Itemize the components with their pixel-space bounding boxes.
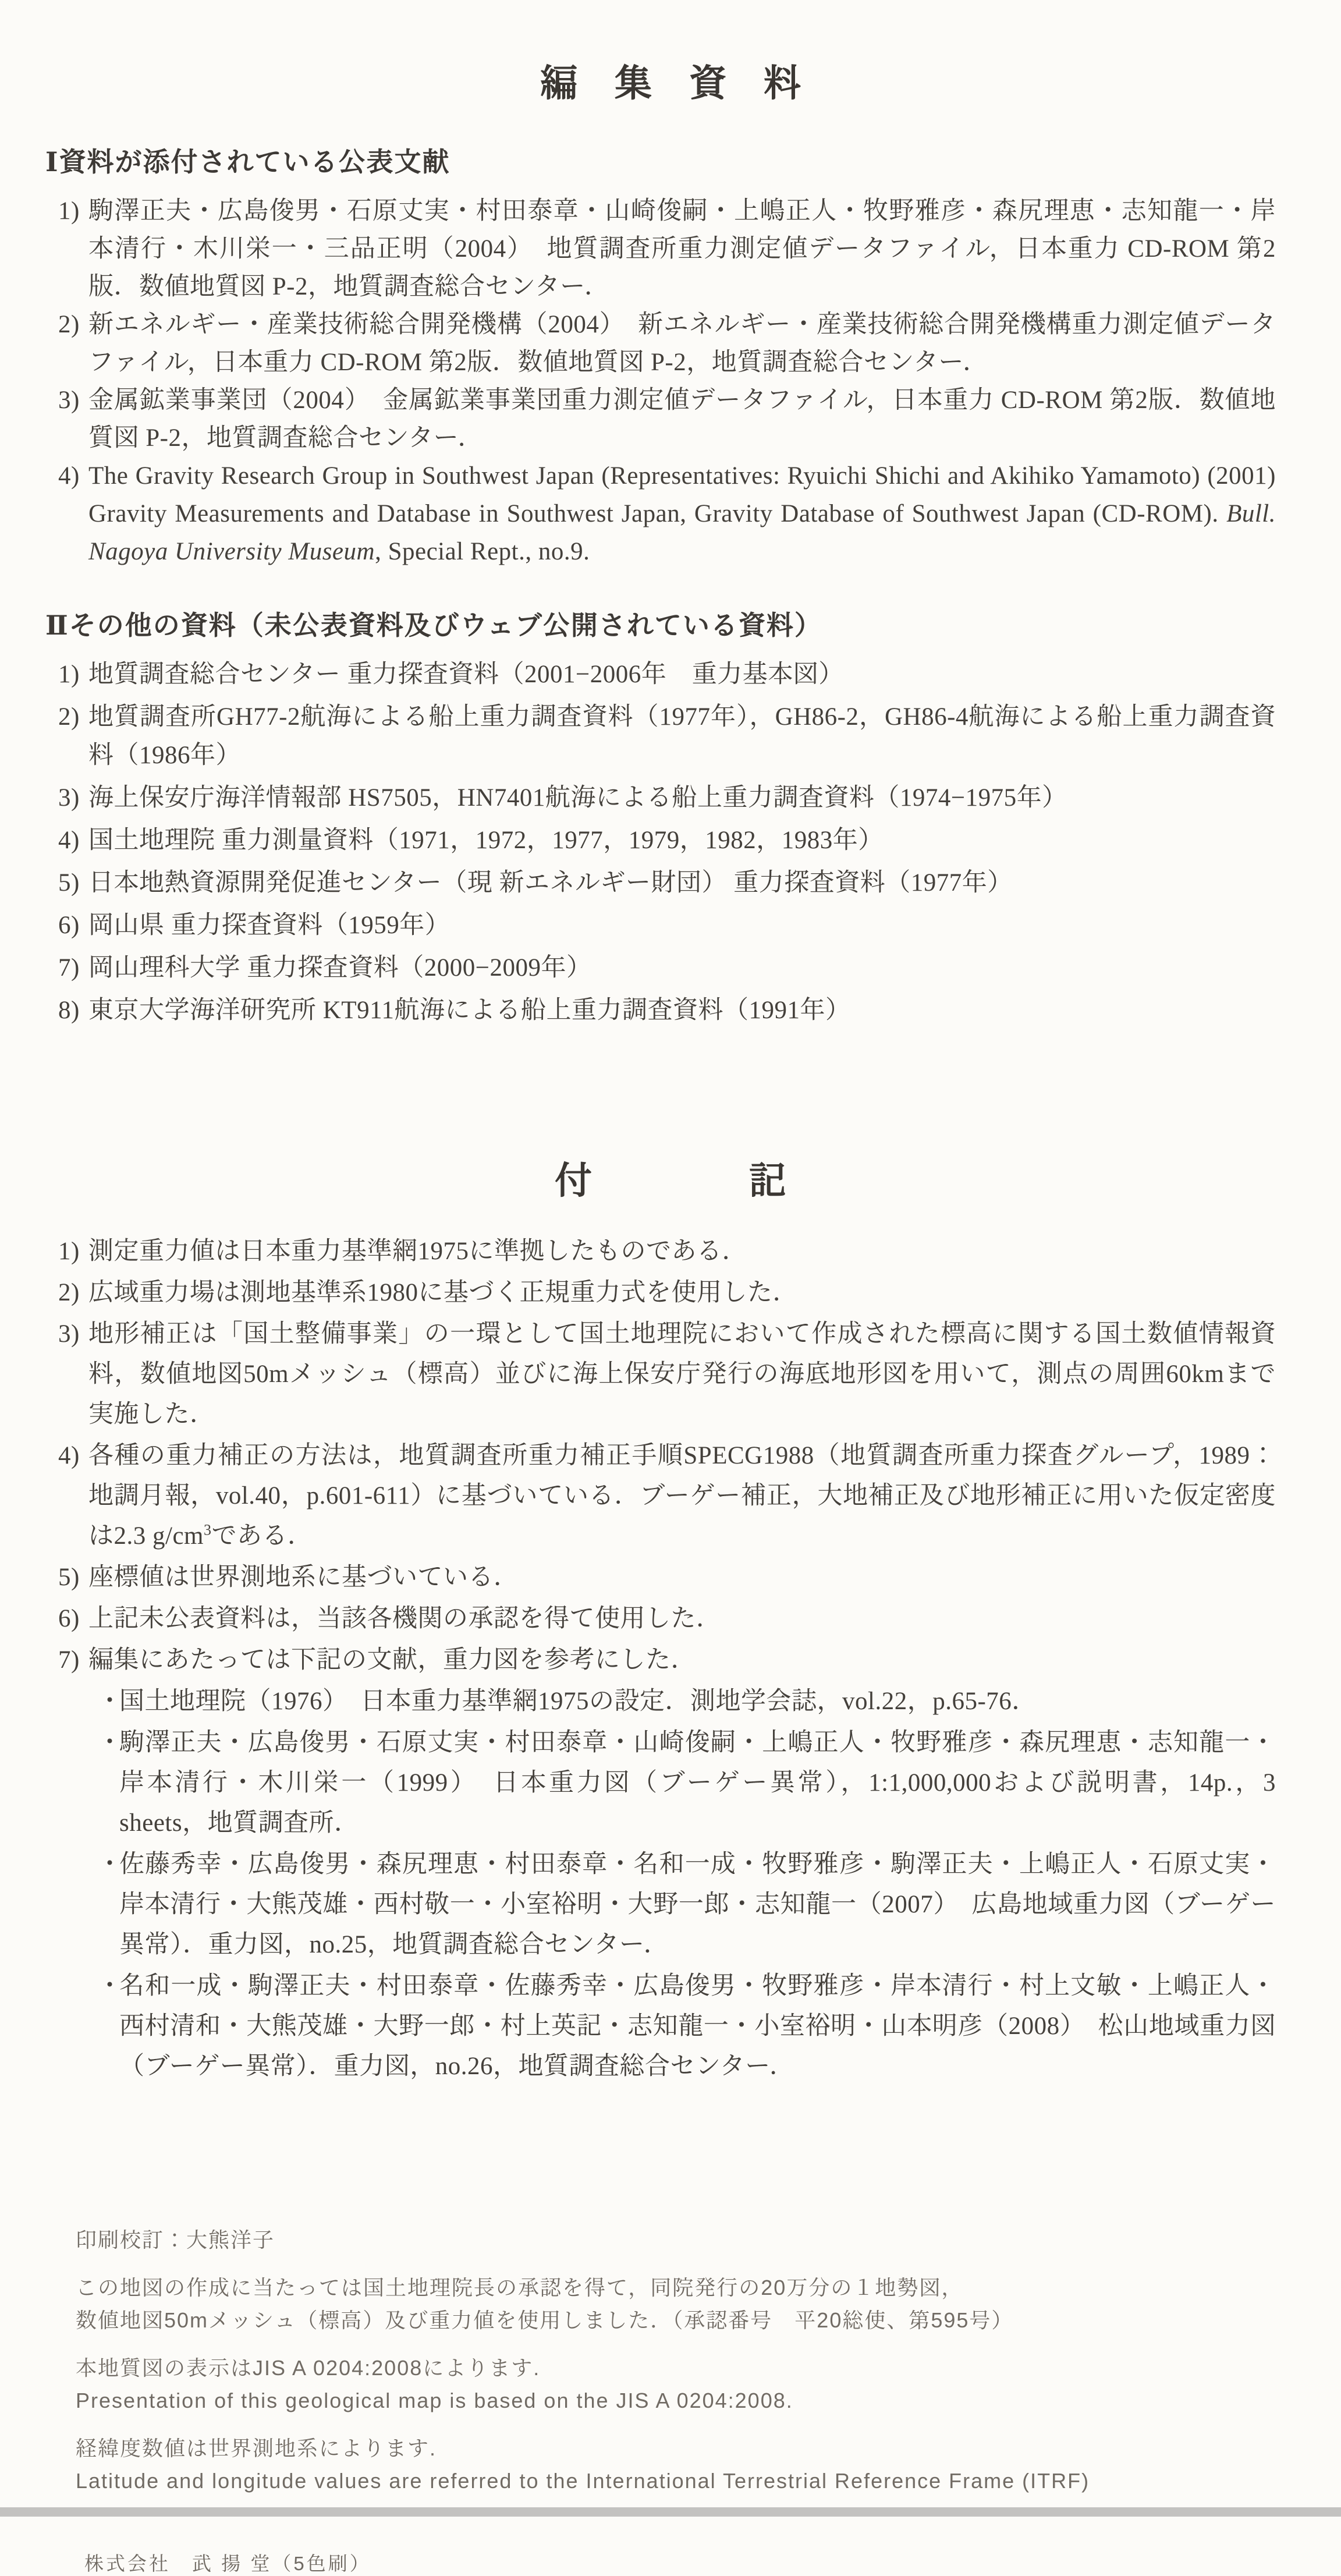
cited-reference bbox=[97, 1723, 1276, 1843]
item-number: 6) bbox=[58, 1605, 80, 1632]
reference-text: 国土地理院（1976） 日本重力基準網1975の設定．測地学会誌，vol.22，p.65-76． bbox=[119, 1688, 1037, 1715]
reference-text: 駒澤正夫・広島俊男・石原丈実・村田泰章・山崎俊嗣・上嶋正人・牧野雅彦・森尻理恵・志知龍一・岸本清行・木川栄一（1999） 日本重力図（ブーゲー異常），1:1,000,000および説明書，14p.，3 sheets，地質調査所． bbox=[119, 1729, 1276, 1837]
appendix-title: 付記 bbox=[555, 1160, 943, 1202]
item-number: 3) bbox=[58, 387, 80, 414]
item-text-part: The Gravity Research Group in Southwest Japan (Representatives: Ryuichi Shichi and Akihiko Yamamoto) (2001) Gravity Measurements and Database in Southwest Japan, Gravity Database of Southwest Japan (CD-ROM). bbox=[88, 462, 1276, 527]
item-text-part: , Special Rept., no.9. bbox=[375, 538, 590, 565]
item-text: 地形補正は「国土整備事業」の一環として国土地理院において作成された標高に関する国土数値情報資料，数値地図50mメッシュ（標高）並びに海上保安庁発行の海底地形図を用いて，測点の周囲60kmまで実施した． bbox=[88, 1320, 1276, 1428]
note-item bbox=[58, 1436, 1276, 1556]
note-item bbox=[58, 1314, 1276, 1434]
cited-reference bbox=[97, 1844, 1276, 1965]
item-text: 国土地理院 重力測量資料（1971，1972，1977，1979，1982，1983年） bbox=[88, 827, 884, 854]
superscript-3: 3 bbox=[203, 1521, 212, 1539]
item-text bbox=[88, 1442, 1276, 1550]
colophon-line-jis-en: Presentation of this geological map is based on the JIS A 0204:2008. bbox=[76, 2389, 793, 2412]
note-item bbox=[58, 1231, 1276, 1271]
item-number: 4) bbox=[58, 827, 80, 854]
material-item bbox=[58, 864, 1276, 902]
item-number: 5) bbox=[58, 1564, 80, 1591]
item-number: 1) bbox=[58, 1238, 80, 1265]
item-text-part: である． bbox=[211, 1522, 313, 1550]
section1-heading: Ⅰ資料が添付されている公表文献 bbox=[45, 147, 450, 177]
item-text-part: 各種の重力補正の方法は，地質調査所重力補正手順SPECG1988（地質調査所重力探査グループ，1989：地調月報，vol.40，p.601-611）に基づいている．ブーゲー補正，大地補正及び地形補正に用いた仮定密度は2.3 g/cm bbox=[88, 1442, 1276, 1550]
reference-item bbox=[58, 192, 1276, 306]
bullet-dot: ・ bbox=[97, 1851, 123, 1878]
item-number: 2) bbox=[58, 703, 80, 731]
item-text: 地質調査所GH77-2航海による船上重力調査資料（1977年），GH86-2，GH86-4航海による船上重力調査資料（1986年） bbox=[88, 703, 1276, 769]
colophon-block bbox=[76, 2224, 1341, 2497]
section2-list bbox=[0, 655, 1341, 1030]
bullet-dot: ・ bbox=[97, 1729, 123, 1756]
material-item bbox=[58, 906, 1276, 945]
item-number: 1) bbox=[58, 661, 80, 688]
material-item bbox=[58, 655, 1276, 694]
page-title: 編集資料 bbox=[540, 63, 838, 104]
section-other-materials bbox=[0, 604, 1341, 1030]
bullet-dot: ・ bbox=[97, 1972, 123, 2000]
item-text: 岡山県 重力探査資料（1959年） bbox=[88, 912, 450, 939]
section-published-documents bbox=[0, 141, 1341, 571]
item-number: 1) bbox=[58, 197, 80, 225]
note-item bbox=[58, 1640, 1276, 1680]
material-item bbox=[58, 821, 1276, 860]
colophon-line-proofreader: 印刷校訂：大熊洋子 bbox=[76, 2228, 275, 2252]
section2-heading: Ⅱその他の資料（未公表資料及びウェブ公開されている資料） bbox=[45, 611, 822, 640]
note-item bbox=[58, 1599, 1276, 1639]
item-text: 編集にあたっては下記の文献，重力図を参考にした． bbox=[88, 1646, 696, 1674]
item-text: 広域重力場は測地基準系1980に基づく正規重力式を使用した． bbox=[88, 1279, 798, 1306]
scan-edge-bar bbox=[0, 2507, 1341, 2517]
note-item bbox=[58, 1557, 1276, 1597]
item-text: 新エネルギー・産業技術総合開発機構（2004） 新エネルギー・産業技術総合開発機構重力測定値データファイル，日本重力 CD-ROM 第2版．数値地質図 P-2，地質調査総合センター． bbox=[88, 311, 1276, 376]
item-text: 金属鉱業事業団（2004） 金属鉱業事業団重力測定値データファイル，日本重力 CD-ROM 第2版．数値地質図 P-2，地質調査総合センター． bbox=[88, 387, 1276, 452]
reference-item bbox=[58, 457, 1276, 571]
item-number: 3) bbox=[58, 784, 80, 812]
reference-text: 名和一成・駒澤正夫・村田泰章・佐藤秀幸・広島俊男・牧野雅彦・岸本清行・村上文敏・上嶋正人・西村清和・大熊茂雄・大野一郎・村上英記・志知龍一・小室裕明・山本明彦（2008） 松山地域重力図（ブーゲー異常）．重力図，no.26，地質調査総合センター． bbox=[119, 1972, 1276, 2080]
item-number: 2) bbox=[58, 311, 80, 338]
journal-title-italic: Bull. Nagoya University Museum bbox=[88, 500, 1276, 565]
item-number: 3) bbox=[58, 1320, 80, 1348]
item-number: 7) bbox=[58, 954, 80, 981]
item-number: 6) bbox=[58, 912, 80, 939]
note-item bbox=[58, 1273, 1276, 1313]
material-item bbox=[58, 779, 1276, 817]
item-number: 4) bbox=[58, 462, 80, 490]
item-text: 海上保安庁海洋情報部 HS7505，HN7401航海による船上重力調査資料（1974−1975年） bbox=[88, 784, 1067, 812]
colophon-line-approval-1: この地図の作成に当たっては国土地理院長の承認を得て，同院発行の20万分の１地勢図， bbox=[76, 2276, 964, 2299]
reference-item bbox=[58, 381, 1276, 457]
appendix-list bbox=[0, 1231, 1341, 2086]
item-text: 日本地熱資源開発促進センター（現 新エネルギー財団） 重力探査資料（1977年） bbox=[88, 869, 1013, 897]
material-item bbox=[58, 991, 1276, 1030]
item-text: 地質調査総合センター 重力探査資料（2001−2006年 重力基本図） bbox=[88, 661, 844, 688]
item-number: 8) bbox=[58, 997, 80, 1024]
item-number: 5) bbox=[58, 869, 80, 897]
colophon-line-datum-ja: 経緯度数値は世界測地系によります. bbox=[76, 2436, 437, 2460]
item-text: 測定重力値は日本重力基準網1975に準拠したものである． bbox=[88, 1238, 747, 1265]
item-number: 2) bbox=[58, 1279, 80, 1306]
item-text: 上記未公表資料は，当該各機関の承認を得て使用した． bbox=[88, 1605, 722, 1632]
reference-item bbox=[58, 306, 1276, 381]
item-text: 駒澤正夫・広島俊男・石原丈実・村田泰章・山崎俊嗣・上嶋正人・牧野雅彦・森尻理恵・志知龍一・岸本清行・木川栄一・三品正明（2004） 地質調査所重力測定値データファイル，日本重力 CD-ROM 第2版．数値地質図 P-2，地質調査総合センター． bbox=[88, 197, 1276, 300]
bullet-dot: ・ bbox=[97, 1688, 123, 1715]
reference-text: 佐藤秀幸・広島俊男・森尻理恵・村田泰章・名和一成・牧野雅彦・駒澤正夫・上嶋正人・石原丈実・岸本清行・大熊茂雄・西村敬一・小室裕明・大野一郎・志知龍一（2007） 広島地域重力図（ブーゲー異常）．重力図，no.25，地質調査総合センター． bbox=[119, 1851, 1276, 1958]
item-text: 座標値は世界測地系に基づいている． bbox=[88, 1564, 519, 1591]
colophon-line-jis-ja: 本地質図の表示はJIS A 0204:2008によります. bbox=[76, 2356, 541, 2380]
item-text: 東京大学海洋研究所 KT911航海による船上重力調査資料（1991年） bbox=[88, 997, 851, 1024]
cited-reference bbox=[97, 1966, 1276, 2086]
colophon-line-datum-en: Latitude and longitude values are referred to the International Terrestrial Reference Frame (ITRF) bbox=[76, 2469, 1090, 2493]
cited-reference bbox=[97, 1681, 1276, 1721]
item-number: 4) bbox=[58, 1442, 80, 1469]
section1-list bbox=[0, 192, 1341, 571]
material-item bbox=[58, 949, 1276, 987]
colophon-line-approval-2: 数値地図50mメッシュ（標高）及び重力値を使用しました．（承認番号 平20総使、第595号） bbox=[76, 2308, 1014, 2332]
section-appendix-notes bbox=[0, 1231, 1341, 2086]
item-number: 7) bbox=[58, 1646, 80, 1674]
printer-credit: 株式会社 武 揚 堂（5色刷） bbox=[84, 2553, 371, 2574]
item-text bbox=[88, 462, 1276, 565]
item-text: 岡山理科大学 重力探査資料（2000−2009年） bbox=[88, 954, 592, 981]
material-item bbox=[58, 698, 1276, 775]
